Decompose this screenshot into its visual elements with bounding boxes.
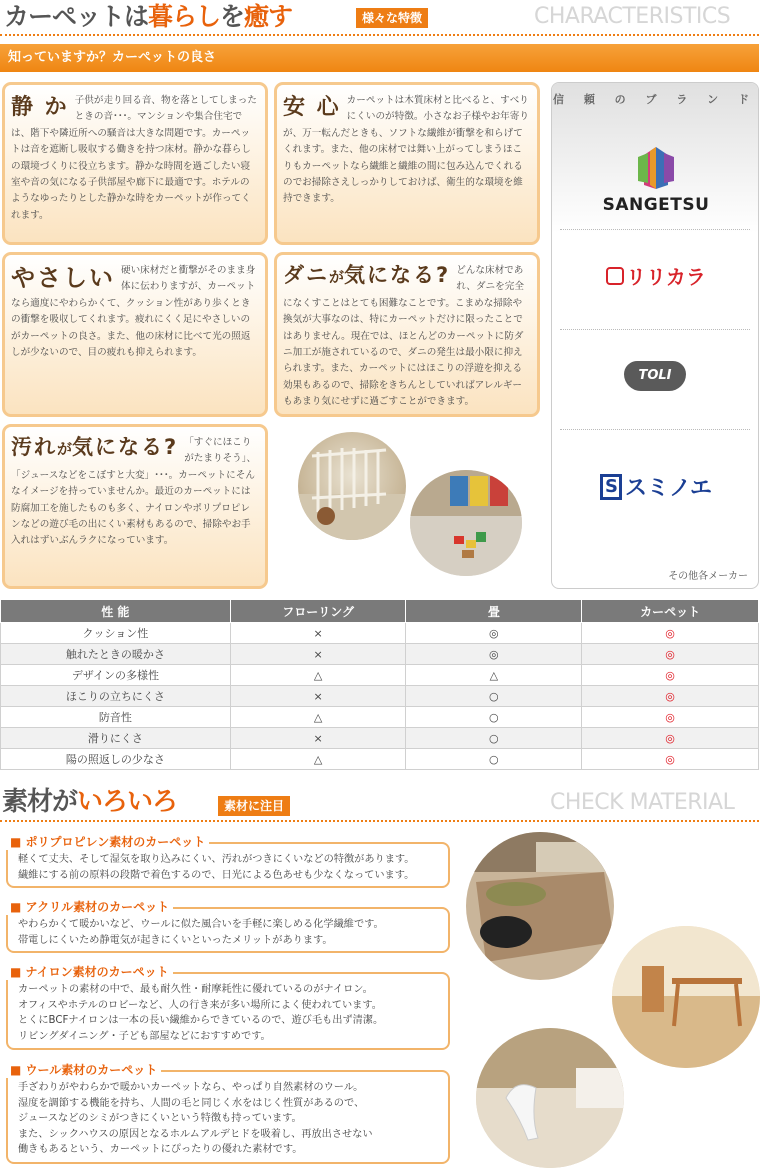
table-cell: △ — [230, 707, 406, 728]
table-cell: △ — [230, 749, 406, 770]
material-line: 湿度を調節する機能を持ち、人間の毛と同じく水をはじく性質があるので、 — [18, 1097, 365, 1109]
table-header-cell: フローリング — [230, 600, 406, 623]
table-cell: × — [230, 623, 406, 644]
table-header-cell: 畳 — [406, 600, 582, 623]
table-row — [1, 665, 759, 686]
feature-dirt — [2, 424, 268, 589]
brand-divider — [560, 229, 750, 230]
feature-gentle — [2, 252, 268, 417]
table-row — [1, 623, 759, 644]
brand-divider — [560, 329, 750, 330]
material-tag: 素材に注目 — [218, 796, 290, 816]
table-row — [1, 644, 759, 665]
material-line: カーペットの素材の中で、最も耐久性・耐摩耗性に優れているのがナイロン。 — [18, 984, 373, 995]
feature-gentle-text: 硬い床材だと衝撃がそのまま身体に伝わりますが、カーペットなら適度にやわらかくて、クッション性があり歩くときの衝撃を吸収してくれます。疲れにくく足にやさしいのがカーペットの良さ。また、他の床材に比べて光の照返しが少ないので、目の疲れも抑えられます。 — [11, 265, 256, 359]
material-english-label: CHECK MATERIAL — [550, 790, 735, 815]
table-cell: △ — [406, 665, 582, 686]
feature-quiet-heading: 静 か — [11, 95, 69, 120]
brand-toli[interactable]: TOLI — [624, 361, 686, 391]
feature-safe-heading: 安 心 — [283, 95, 341, 120]
table-cell: クッション性 — [1, 623, 231, 644]
material-wool-title: ■ ウール素材のカーペット — [6, 1062, 161, 1078]
lilycolor-logo-icon — [606, 267, 624, 285]
material-line: やわらかくて暖かいなど、ウールに似た風合いを手軽に楽しめる化学繊維です。 — [18, 919, 384, 930]
brand-panel — [551, 82, 759, 589]
table-cell: ◎ — [582, 665, 759, 686]
dotted-divider — [0, 34, 759, 36]
suminoe-logo-icon: S — [600, 474, 622, 500]
material-polypropylene-title: ■ ポリプロピレン素材のカーペット — [6, 834, 209, 850]
other-makers-label: その他各メーカー — [668, 571, 748, 582]
material-line: 軽くて丈夫、そして湿気を取り込みにくい、汚れがつきにくいなどの特徴があります。 — [18, 854, 415, 865]
carpet-room-photo-2 — [612, 926, 760, 1068]
table-cell: 滑りにくさ — [1, 728, 231, 749]
table-cell: ◎ — [406, 623, 582, 644]
material-acrylic-title: ■ アクリル素材のカーペット — [6, 899, 173, 915]
table-header-cell: 性 能 — [1, 600, 231, 623]
material-line: 帯電しにくいため静電気が起きにくいといったメリットがあります。 — [18, 934, 333, 946]
brand-suminoe[interactable] — [552, 471, 759, 511]
suminoe-label: スミノエ — [625, 476, 712, 501]
table-cell: 陽の照返しの少なさ — [1, 749, 231, 770]
feature-quiet-text: 子供が走り回る音、物を落としてしまったときの音･･･。マンションや集合住宅では、階下や隣近所への騒音は大きな問題です。カーペットは音を遮断し吸収する働きを持つ床材。静かな暮らしの環境づくりに役立ちます。静かな時間を過ごしたい寝室や音の気になる子供部屋や廊下に最適です。ホテルのようなゆったりとした静かな時をカーペットが作ってくれます。 — [11, 95, 257, 221]
characteristics-english-label: CHARACTERISTICS — [534, 4, 731, 29]
table-cell: △ — [230, 665, 406, 686]
feature-mites — [274, 252, 540, 417]
baby-gate-photo — [298, 432, 406, 540]
intro-banner: 知っていますか？カーペットの良さ — [0, 44, 759, 72]
dotted-divider — [0, 820, 759, 822]
table-cell: × — [230, 686, 406, 707]
table-cell: ○ — [406, 707, 582, 728]
sangetsu-logo-icon — [634, 145, 678, 191]
toy-room-photo — [410, 470, 522, 576]
carpet-room-photo-1 — [466, 832, 614, 980]
table-cell: × — [230, 644, 406, 665]
feature-safe-text: カーペットは木質床材と比べると、すべりにくいのが特徴。小さなお子様やお年寄りが、万一転んだときも、ソフトな繊維が衝撃を和らげてくれます。また、他の床材では舞い上がってしまうほこりもカーペットなら繊維と繊維の間に包み込んでくれるのでお掃除さえしっかりしておけば、衛生的な環境を維持できます。 — [283, 95, 529, 205]
table-cell: × — [230, 728, 406, 749]
section-title-material: 素材がいろいろ — [2, 787, 178, 817]
table-cell: ◎ — [582, 623, 759, 644]
brand-panel-title: 信 頼 の ブ ラ ン ド — [553, 93, 757, 106]
sangetsu-label: SANGETSU — [602, 195, 710, 215]
table-cell: 防音性 — [1, 707, 231, 728]
feature-safe — [274, 82, 540, 245]
material-line: 手ざわりがやわらかで暖かいカーペットなら、やっぱり自然素材のウール。 — [18, 1082, 364, 1093]
table-row — [1, 749, 759, 770]
carpet-room-photo-3 — [476, 1028, 624, 1168]
table-cell: ◎ — [582, 707, 759, 728]
table-cell: ○ — [406, 686, 582, 707]
characteristics-tag: 様々な特徴 — [356, 8, 428, 28]
feature-dirt-heading: 汚れが気になる? — [11, 435, 179, 459]
table-cell: ◎ — [582, 749, 759, 770]
table-row — [1, 707, 759, 728]
material-line: 繊維にする前の原料の段階で着色するので、日光による色あせも少なくなっています。 — [18, 869, 415, 881]
table-header-row — [1, 600, 759, 623]
brand-sangetsu[interactable] — [552, 143, 759, 233]
table-cell: ○ — [406, 728, 582, 749]
feature-mites-heading: ダニが気になる? — [283, 263, 451, 287]
material-line: とくにBCFナイロンは一本の長い繊維からできているので、遊び毛も出ず清潔。 — [18, 1015, 384, 1027]
performance-comparison-table — [0, 599, 759, 770]
section-title-characteristics: カーペットは暮らしを癒す — [4, 2, 293, 31]
feature-mites-text: どんな床材であれ、ダニを完全になくすことはとても困難なことです。こまめな掃除や換気が大事なのは、特にカーペットだけに限ったことではありません。現在では、ほとんどのカーペットに防ダニ加工が施されているので、ダニの発生は最小限に抑えられます。また、カーペットにはほこりの浮遊を抑える効果もあるので、掃除をきちんとしていればアレルギーもあまり気にせずに過ごすことができます。 — [283, 265, 524, 408]
table-cell: ○ — [406, 749, 582, 770]
material-wool — [6, 1070, 450, 1164]
feature-dirt-text: 「すぐにほこりがたまりそう」、「ジュースなどをこぼすと大変」･･･。カーペットにそんなイメージを持っていませんか。最近のカーペットには防腐加工を施したものも多く、ナイロンやポリプロピレンなどの遊び毛の出にくい素材もあるので、掃除やお手入れはずいぶんラクになっています。 — [11, 437, 257, 547]
table-row — [1, 686, 759, 707]
material-nylon-title: ■ ナイロン素材のカーペット — [6, 964, 173, 980]
table-cell: デザインの多様性 — [1, 665, 231, 686]
lilycolor-label: リリカラ — [626, 265, 706, 289]
table-header-cell: カーペット — [582, 600, 759, 623]
material-line: ジュースなどのシミがつきにくいという特徴も持っています。 — [18, 1113, 302, 1125]
feature-quiet — [2, 82, 268, 245]
brand-lilycolor[interactable] — [552, 261, 759, 301]
table-row — [1, 728, 759, 749]
table-cell: ◎ — [582, 686, 759, 707]
table-cell: ◎ — [406, 644, 582, 665]
table-cell: ほこりの立ちにくさ — [1, 686, 231, 707]
material-line: リビングダイニング・子ども部屋などにおすすめです。 — [18, 1030, 271, 1042]
table-cell: ◎ — [582, 728, 759, 749]
brand-divider — [560, 429, 750, 430]
material-line: また、シックハウスの原因となるホルムアルデヒドを吸着し、再放出させない — [18, 1128, 373, 1140]
table-cell: 触れたときの暖かさ — [1, 644, 231, 665]
table-cell: ◎ — [582, 644, 759, 665]
feature-gentle-heading: やさしい — [11, 264, 115, 292]
material-line: オフィスやホテルのロビーなど、人の行き来が多い場所によく使われています。 — [18, 999, 382, 1011]
material-nylon — [6, 972, 450, 1050]
material-line: 働きもあるという、カーペットにぴったりの優れた素材です。 — [18, 1144, 303, 1156]
